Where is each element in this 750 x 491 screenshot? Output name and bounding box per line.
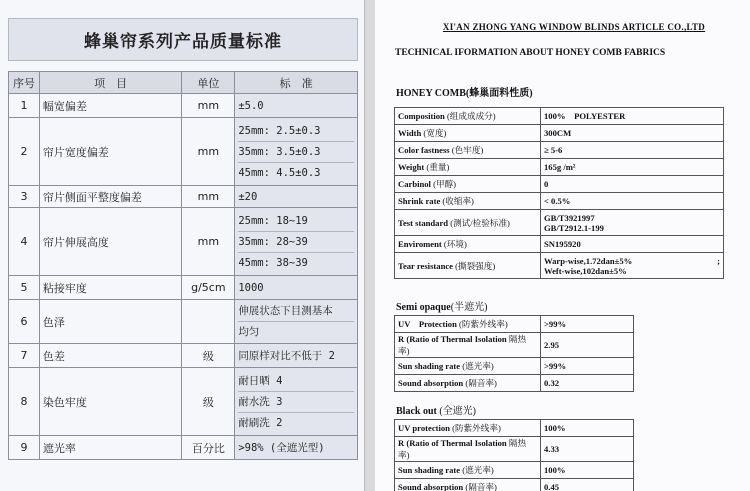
row-number: 5 [9, 276, 40, 300]
property-en: R (Ratio of Thermal Isolation [398, 438, 507, 448]
table-row [9, 276, 358, 300]
property-value [541, 236, 724, 253]
quality-table-body [9, 94, 358, 460]
property-en: Color fastness [398, 145, 450, 155]
row-standard [235, 300, 358, 344]
property-en: Enviroment [398, 239, 442, 249]
property-name [395, 193, 541, 210]
honeycomb-row [395, 176, 724, 193]
property-value: 2.95 [541, 333, 634, 358]
honeycomb-section-title: HONEY COMB(蜂巢面料性质) [396, 88, 533, 99]
property-en: Sound absorption [398, 378, 464, 388]
property-name [395, 437, 541, 462]
row-item: 色差 [39, 344, 181, 368]
property-value [541, 210, 724, 236]
table-row [9, 344, 358, 368]
property-value [541, 108, 724, 125]
row-unit: g/5cm [182, 276, 235, 300]
honeycomb-table [394, 107, 724, 279]
chinese-spec-sheet [0, 0, 365, 491]
row-unit: 级 [182, 368, 235, 436]
english-tech-sheet [375, 0, 750, 491]
standard-line: 45mm: 4.5±0.3 [238, 162, 354, 183]
value-line: GB/T3921997 [544, 212, 595, 223]
tear-mark: ; [717, 255, 720, 266]
standard-line: 45mm: 38~39 [238, 252, 354, 273]
header-unit: 单位 [182, 72, 235, 94]
blackout-table [394, 419, 634, 491]
property-value: 100% [541, 420, 634, 437]
property-en: Test standard [398, 217, 449, 228]
property-name [395, 159, 541, 176]
property-zh: (防紫外线率) [456, 319, 508, 329]
row-standard [235, 208, 358, 276]
property-name [395, 236, 541, 253]
property-value: 0.45 [541, 479, 634, 491]
blackout-row [395, 437, 634, 462]
property-en: Composition [398, 111, 445, 121]
property-zh: (测试/检验标准) [448, 217, 510, 228]
row-number: 7 [9, 344, 40, 368]
row-standard [235, 436, 358, 460]
honeycomb-row [395, 210, 724, 236]
honeycomb-row [395, 253, 724, 279]
standard-line: 35mm: 28~39 [238, 231, 354, 252]
property-en: Sound absorption [398, 482, 464, 491]
row-standard [235, 344, 358, 368]
semi-opaque-section-title [396, 298, 487, 313]
value-line: Warp-wise,1.72dan±5% [544, 255, 633, 266]
standard-line: ±5.0 [238, 99, 264, 112]
row-standard [235, 186, 358, 208]
standard-line: 伸展状态下目测基本 [238, 305, 333, 317]
row-number: 9 [9, 436, 40, 460]
semi-opaque-title-zh: (半遮光) [450, 302, 488, 313]
standard-line: 25mm: 18~19 [238, 214, 308, 227]
standard-line: 均匀 [238, 321, 354, 342]
row-standard [235, 368, 358, 436]
property-name [395, 176, 541, 193]
property-en: Carbinol [398, 179, 431, 189]
property-zh: (收缩率) [440, 196, 474, 206]
row-number: 3 [9, 186, 40, 208]
table-row [9, 300, 358, 344]
quality-standard-table [8, 71, 358, 460]
property-zh: (隔音率) [463, 482, 497, 491]
row-number: 6 [9, 300, 40, 344]
standard-line: 耐水洗 3 [238, 391, 354, 412]
row-unit [182, 300, 235, 344]
honeycomb-row [395, 159, 724, 176]
blackout-title-zh: (全遮光) [439, 406, 477, 417]
property-name [395, 479, 541, 491]
standard-line: ±20 [238, 190, 258, 203]
property-name [395, 108, 541, 125]
property-name [395, 420, 541, 437]
tech-heading: TECHNICAL IFORMATION ABOUT HONEY COMB FABRICS [395, 48, 666, 58]
semi-opaque-table [394, 315, 634, 392]
property-zh: (撕裂强度) [452, 260, 496, 271]
blackout-row [395, 462, 634, 479]
row-standard [235, 118, 358, 186]
table-row [9, 368, 358, 436]
property-value: >99% [541, 358, 634, 375]
row-item: 帘片侧面平整度偏差 [39, 186, 181, 208]
property-zh: (宽度) [421, 128, 447, 138]
standard-line: 耐刷洗 2 [238, 412, 354, 433]
row-item: 帘片宽度偏差 [39, 118, 181, 186]
property-name [395, 210, 541, 236]
semi-opaque-row [395, 375, 634, 392]
property-zh: (色牢度) [449, 145, 484, 155]
honeycomb-row [395, 142, 724, 159]
value-line: 0 [544, 179, 549, 189]
standard-line: 25mm: 2.5±0.3 [238, 124, 321, 137]
property-en: Sun shading rate [398, 465, 461, 475]
value-line: Weft-wise,102dan±5% [544, 265, 627, 276]
honeycomb-row [395, 236, 724, 253]
property-value: 0.32 [541, 375, 634, 392]
table-row [9, 94, 358, 118]
property-en: Width [398, 128, 422, 138]
row-item: 粘接牢度 [39, 276, 181, 300]
property-zh: 隔热率) [398, 334, 527, 356]
property-zh: (遮光率) [460, 361, 494, 371]
property-zh: (遮光率) [460, 465, 494, 475]
row-item: 幅宽偏差 [39, 94, 181, 118]
row-unit: mm [182, 118, 235, 186]
semi-opaque-row [395, 333, 634, 358]
property-name [395, 462, 541, 479]
header-standard: 标 准 [235, 72, 358, 94]
value-line: GB/T2912.1-199 [544, 222, 604, 233]
property-value [541, 159, 724, 176]
property-name [395, 316, 541, 333]
blackout-section-title [396, 402, 476, 417]
value-line: 100% POLYESTER [544, 111, 626, 121]
honeycomb-row [395, 108, 724, 125]
blackout-row [395, 420, 634, 437]
property-en: UV protection [398, 423, 450, 433]
standard-line: 同原样对比不低于 2 [238, 349, 335, 362]
value-line: 300CM [544, 128, 572, 138]
company-name: XI'AN ZHONG YANG WINDOW BLINDS ARTICLE CO.,LTD [442, 22, 706, 32]
table-row [9, 208, 358, 276]
value-line: 165g /m² [544, 162, 576, 172]
standard-line: 35mm: 3.5±0.3 [238, 141, 354, 162]
header-no: 序号 [9, 72, 40, 94]
row-item: 染色牢度 [39, 368, 181, 436]
row-number: 1 [9, 94, 40, 118]
header-item: 项 目 [39, 72, 181, 94]
row-unit: mm [182, 94, 235, 118]
property-zh: 隔热率) [398, 438, 527, 460]
row-standard [235, 276, 358, 300]
property-name [395, 333, 541, 358]
row-number: 2 [9, 118, 40, 186]
honeycomb-row [395, 193, 724, 210]
property-value: 100% [541, 462, 634, 479]
property-value: >99% [541, 316, 634, 333]
standard-line: 1000 [238, 281, 264, 294]
row-number: 4 [9, 208, 40, 276]
standard-line: 耐日晒 4 [238, 374, 283, 387]
table-row [9, 118, 358, 186]
property-en: Shrink rate [398, 196, 441, 206]
property-en: UV Protection [398, 319, 457, 329]
property-zh: (环境) [441, 239, 467, 249]
row-item: 色泽 [39, 300, 181, 344]
property-value: 4.33 [541, 437, 634, 462]
property-zh: (隔音率) [463, 378, 497, 388]
property-name [395, 125, 541, 142]
row-number: 8 [9, 368, 40, 436]
value-line: < 0.5% [544, 196, 571, 206]
value-line: SN195920 [544, 239, 581, 249]
property-en: Sun shading rate [398, 361, 461, 371]
property-zh: (防紫外线率) [449, 423, 501, 433]
honeycomb-row [395, 125, 724, 142]
property-value [541, 125, 724, 142]
property-name [395, 142, 541, 159]
property-value [541, 253, 724, 279]
property-value [541, 176, 724, 193]
table-header-row [9, 72, 358, 94]
property-en: R (Ratio of Thermal Isolation [398, 334, 507, 344]
spec-sheet-title: 蜂巢帘系列产品质量标准 [8, 18, 358, 61]
row-unit: mm [182, 186, 235, 208]
property-name [395, 253, 541, 279]
table-row [9, 436, 358, 460]
blackout-row [395, 479, 634, 491]
row-standard [235, 94, 358, 118]
blackout-title: Black out [396, 406, 437, 417]
property-name [395, 358, 541, 375]
property-value [541, 193, 724, 210]
semi-opaque-title: Semi opaque [396, 302, 451, 313]
semi-opaque-row [395, 316, 634, 333]
value-line: ≥ 5-6 [544, 145, 563, 155]
property-name [395, 375, 541, 392]
property-en: Tear resistance [398, 260, 453, 271]
property-en: Weight [398, 162, 425, 172]
property-zh: (甲醇) [430, 179, 457, 189]
table-row [9, 186, 358, 208]
property-zh: (组成成成分) [444, 111, 496, 121]
row-unit: 级 [182, 344, 235, 368]
standard-line: >98% (全遮光型) [238, 441, 325, 454]
row-unit: mm [182, 208, 235, 276]
row-item: 遮光率 [39, 436, 181, 460]
property-zh: (重量) [424, 162, 450, 172]
property-value [541, 142, 724, 159]
semi-opaque-row [395, 358, 634, 375]
row-unit: 百分比 [182, 436, 235, 460]
row-item: 帘片伸展高度 [39, 208, 181, 276]
